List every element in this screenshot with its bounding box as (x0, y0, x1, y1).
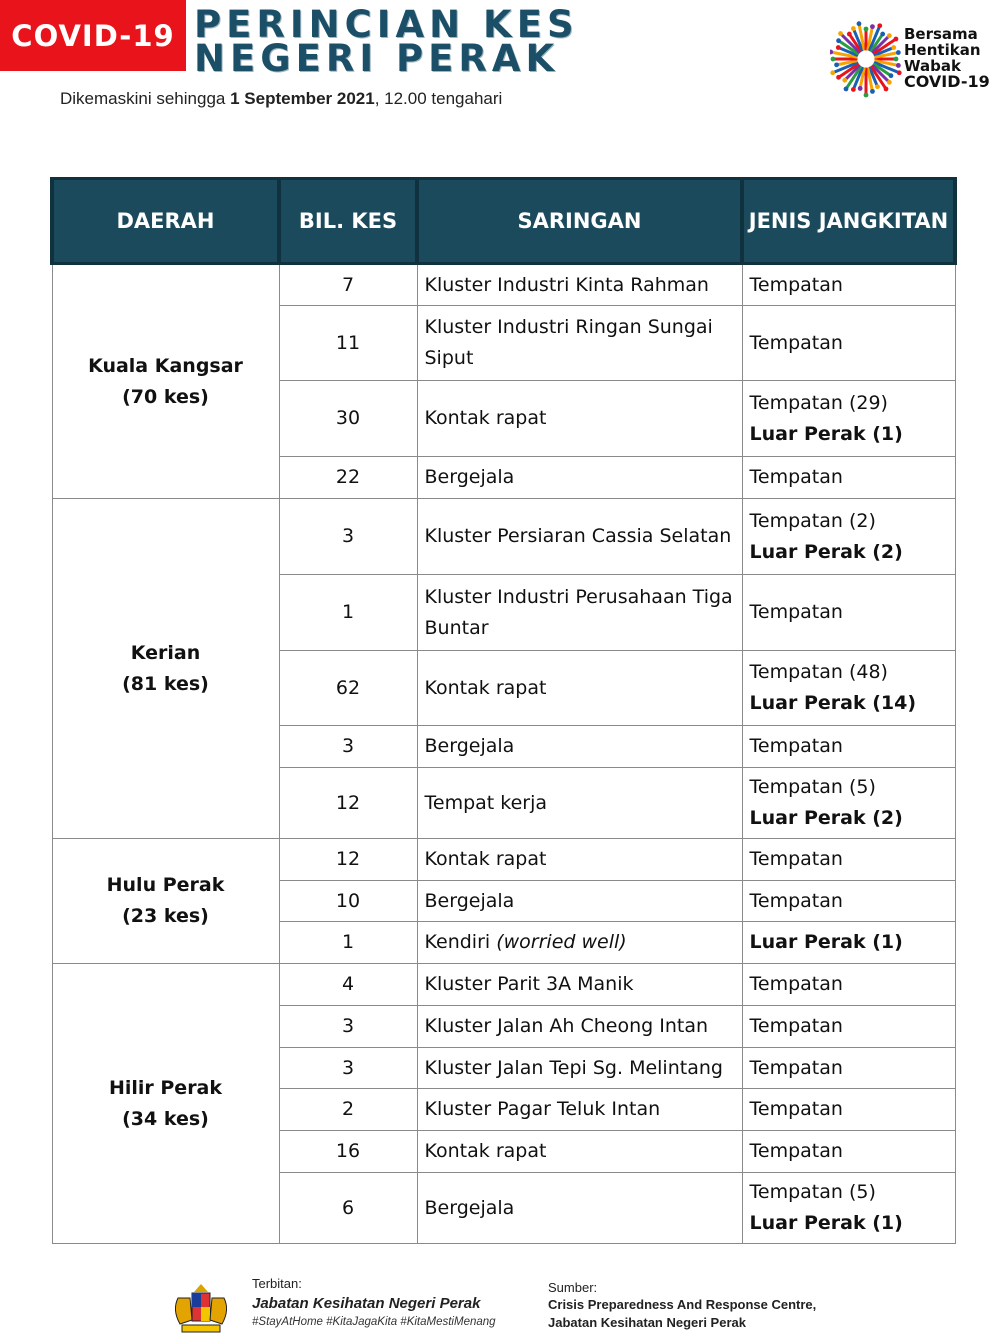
luar-perak-text: Luar Perak (1) (749, 1212, 903, 1234)
saringan-text: Tempat kerja (424, 791, 548, 814)
bil-kes-cell: 6 (279, 1173, 417, 1244)
saringan-text: Kluster Parit 3A Manik (424, 973, 634, 995)
tempatan-text: Tempatan (749, 331, 843, 354)
jenis-jangkitan-cell (742, 264, 955, 306)
daerah-name: Kuala Kangsar (88, 354, 243, 377)
daerah-cell (52, 964, 279, 1244)
jenis-jangkitan-cell (742, 1173, 955, 1244)
tempatan-text: Tempatan (749, 848, 843, 870)
saringan-text: Bergejala (424, 735, 515, 757)
daerah-total: (70 kes) (122, 385, 209, 408)
header-bil-kes: BIL. KES (279, 179, 417, 264)
tempatan-text: Tempatan (5) (749, 776, 876, 798)
saringan-cell (417, 1131, 742, 1173)
bil-kes-cell: 22 (279, 457, 417, 499)
bil-kes-cell: 10 (279, 881, 417, 922)
saringan-text: Bergejala (424, 889, 515, 912)
hashtags: #StayAtHome #KitaJagaKita #KitaMestiMenang (252, 1316, 496, 1328)
bil-kes-cell: 30 (279, 381, 417, 457)
bil-kes-cell: 1 (279, 575, 417, 651)
saringan-cell (417, 1173, 742, 1244)
title-line2: NEGERI PERAK (194, 37, 560, 80)
tempatan-text: Tempatan (749, 601, 843, 623)
daerah-total: (23 kes) (122, 905, 209, 927)
saringan-text: Kluster Industri Ringan Sungai Siput (424, 316, 713, 369)
jenis-jangkitan-cell (742, 839, 955, 881)
table-header-row (52, 179, 955, 264)
header-jenis-jangkitan: JENIS JANGKITAN (742, 179, 955, 264)
jenis-jangkitan-cell (742, 381, 955, 457)
source-line2: Jabatan Kesihatan Negeri Perak (548, 1315, 746, 1330)
saringan-cell (417, 922, 742, 964)
daerah-cell (52, 264, 279, 499)
daerah-total: (34 kes) (122, 1107, 209, 1130)
title-line1: PERINCIAN KES (194, 3, 579, 46)
updated-timestamp (60, 89, 502, 109)
jenis-jangkitan-cell (742, 457, 955, 499)
jenis-jangkitan-cell (742, 881, 955, 922)
footer-source (548, 1280, 816, 1331)
saringan-cell (417, 264, 742, 306)
saringan-text: Kluster Industri Perusahaan Tiga Buntar (424, 585, 733, 639)
bil-kes-cell: 3 (279, 1006, 417, 1048)
jenis-jangkitan-cell (742, 1048, 955, 1089)
saringan-cell (417, 575, 742, 651)
table-row (52, 839, 955, 881)
bil-kes-cell: 7 (279, 264, 417, 306)
covid-badge (0, 0, 186, 71)
daerah-cell (52, 839, 279, 964)
saringan-text: Kontak rapat (424, 676, 547, 699)
saringan-cell (417, 1089, 742, 1131)
source-label: Sumber: (548, 1280, 598, 1295)
bil-kes-cell: 4 (279, 964, 417, 1006)
luar-perak-text: Luar Perak (2) (749, 540, 903, 563)
saringan-cell (417, 1048, 742, 1089)
table-row (52, 264, 955, 306)
bersama-hentikan-logo (830, 20, 1000, 98)
updated-date: 1 September 2021 (230, 89, 375, 108)
tempatan-text: Tempatan (5) (749, 1181, 876, 1203)
header-daerah: DAERAH (52, 179, 279, 264)
logo-line1: Bersama (904, 25, 978, 43)
saringan-text: Kluster Jalan Ah Cheong Intan (424, 1015, 709, 1037)
bil-kes-cell: 16 (279, 1131, 417, 1173)
daerah-name: Hulu Perak (106, 874, 225, 896)
bil-kes-cell: 11 (279, 306, 417, 381)
updated-prefix: Dikemaskini sehingga (60, 89, 231, 108)
page-title (194, 3, 579, 80)
table-row (52, 964, 955, 1006)
logo-line4: COVID-19 (904, 72, 990, 91)
publisher-name: Jabatan Kesihatan Negeri Perak (252, 1295, 481, 1312)
state-emblem-icon (164, 1280, 238, 1336)
daerah-name: Hilir Perak (108, 1076, 223, 1099)
tempatan-text: Tempatan (749, 273, 843, 296)
jenis-jangkitan-cell (742, 651, 955, 726)
published-label: Terbitan: (252, 1276, 302, 1291)
jenis-jangkitan-cell (742, 1089, 955, 1131)
saringan-note: (worried well) (496, 931, 627, 953)
luar-perak-text: Luar Perak (14) (749, 692, 917, 714)
jenis-jangkitan-cell (742, 575, 955, 651)
bil-kes-cell: 3 (279, 1048, 417, 1089)
daerah-cell (52, 499, 279, 839)
burst-logo-icon (830, 20, 902, 98)
daerah-name: Kerian (130, 641, 201, 664)
jenis-jangkitan-cell (742, 964, 955, 1006)
bil-kes-cell: 1 (279, 922, 417, 964)
saringan-text: Kontak rapat (424, 848, 547, 870)
bil-kes-cell: 12 (279, 768, 417, 839)
bil-kes-cell: 62 (279, 651, 417, 726)
saringan-cell (417, 306, 742, 381)
bil-kes-cell: 3 (279, 726, 417, 768)
saringan-cell (417, 964, 742, 1006)
saringan-text: Bergejala (424, 466, 515, 488)
logo-line3: Wabak (904, 57, 961, 75)
saringan-text: Kluster Pagar Teluk Intan (424, 1098, 661, 1120)
tempatan-text: Tempatan (29) (749, 391, 888, 414)
table-row (52, 499, 955, 575)
source-line1: Crisis Preparedness And Response Centre, (548, 1297, 817, 1312)
luar-perak-text: Luar Perak (1) (749, 931, 903, 953)
cases-table (50, 177, 957, 1244)
logo-line2: Hentikan (904, 41, 981, 59)
tempatan-text: Tempatan (749, 1140, 843, 1162)
saringan-text: Kendiri (424, 931, 497, 953)
tempatan-text: Tempatan (749, 1098, 843, 1120)
updated-time: , 12.00 tengahari (374, 89, 503, 108)
saringan-cell (417, 499, 742, 575)
saringan-cell (417, 1006, 742, 1048)
jenis-jangkitan-cell (742, 1006, 955, 1048)
tempatan-text: Tempatan (749, 466, 843, 488)
jenis-jangkitan-cell (742, 726, 955, 768)
tempatan-text: Tempatan (749, 973, 843, 995)
saringan-cell (417, 457, 742, 499)
saringan-text: Kluster Jalan Tepi Sg. Melintang (424, 1056, 723, 1079)
table-body (52, 264, 955, 1244)
daerah-total: (81 kes) (122, 672, 209, 695)
luar-perak-text: Luar Perak (2) (749, 807, 903, 829)
saringan-cell (417, 768, 742, 839)
jenis-jangkitan-cell (742, 922, 955, 964)
bil-kes-cell: 3 (279, 499, 417, 575)
saringan-cell (417, 839, 742, 881)
jenis-jangkitan-cell (742, 306, 955, 381)
saringan-cell (417, 726, 742, 768)
covid-badge-text: COVID-19 (11, 18, 175, 53)
tempatan-text: Tempatan (749, 1015, 843, 1037)
luar-perak-text: Luar Perak (1) (749, 422, 903, 445)
saringan-cell (417, 651, 742, 726)
tempatan-text: Tempatan (749, 889, 843, 912)
saringan-text: Bergejala (424, 1196, 515, 1219)
tempatan-text: Tempatan (749, 1056, 843, 1079)
saringan-text: Kontak rapat (424, 407, 547, 429)
bil-kes-cell: 12 (279, 839, 417, 881)
saringan-text: Kluster Industri Kinta Rahman (424, 273, 709, 296)
saringan-cell (417, 881, 742, 922)
tempatan-text: Tempatan (2) (749, 509, 876, 532)
tempatan-text: Tempatan (749, 735, 843, 757)
jenis-jangkitan-cell (742, 768, 955, 839)
bil-kes-cell: 2 (279, 1089, 417, 1131)
footer-publisher (252, 1276, 496, 1328)
saringan-text: Kluster Persiaran Cassia Selatan (424, 525, 732, 547)
header-saringan: SARINGAN (417, 179, 742, 264)
jenis-jangkitan-cell (742, 1131, 955, 1173)
tempatan-text: Tempatan (48) (749, 661, 888, 683)
jenis-jangkitan-cell (742, 499, 955, 575)
saringan-cell (417, 381, 742, 457)
saringan-text: Kontak rapat (424, 1140, 547, 1162)
logo-text (904, 26, 990, 90)
